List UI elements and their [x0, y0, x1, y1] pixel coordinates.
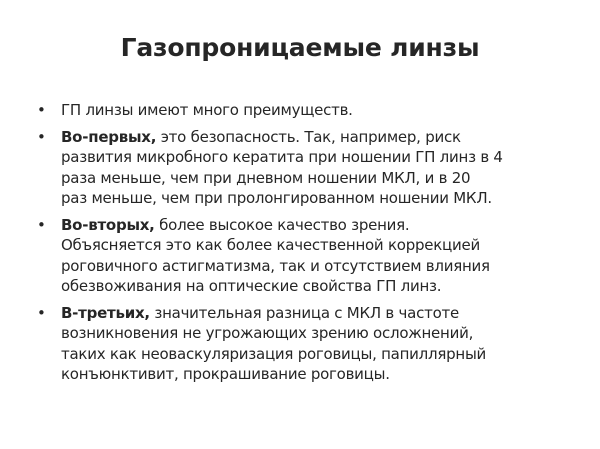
bullet-first-line [61, 127, 582, 148]
bullet-text-line: раз меньше, чем при пролонгированном ношении МКЛ. [61, 189, 492, 207]
bullet-marker: • [37, 215, 46, 234]
bullet-item-3 [37, 215, 582, 297]
bullet-text: это безопасность. Так, например, риск [156, 127, 461, 146]
bullet-text-line: Объясняется это как более качественной коррекцией [61, 236, 480, 254]
bullet-first-line [61, 215, 582, 236]
bullet-first-line [61, 303, 582, 324]
bullet-text-line: возникновения не угрожающих зрению осложнений, [61, 324, 474, 342]
bullet-text-line: развития микробного кератита при ношении ГП линз в 4 [61, 148, 503, 166]
bullet-marker: • [37, 303, 46, 322]
bullet-text-line: ГП линзы имеют много преимуществ. [61, 101, 353, 119]
bullet-text-line: таких как неоваскуляризация роговицы, папиллярный [61, 344, 487, 363]
bullet-text-line: роговичного астигматизма, так и отсутствием влияния [61, 256, 490, 275]
bullet-list [37, 100, 582, 391]
bullet-text-line: обезвоживания на оптические свойства ГП линз. [61, 277, 442, 295]
bullet-lead: Во-первых, [61, 127, 157, 146]
bullet-item-2 [37, 127, 582, 209]
bullet-marker: • [37, 127, 46, 146]
bullet-item-4 [37, 303, 582, 385]
bullet-text-line: конъюнктивит, прокрашивание роговицы. [61, 365, 390, 383]
bullet-lead: Во-вторых, [61, 215, 155, 234]
bullet-lead: В-третьих, [61, 303, 150, 322]
bullet-item-1 [37, 100, 582, 121]
bullet-text: более высокое качество зрения. [154, 215, 410, 234]
bullet-text: значительная разница с МКЛ в частоте [149, 303, 459, 322]
bullet-marker: • [37, 101, 46, 119]
slide-title: Газопроницаемые линзы [120, 33, 480, 62]
bullet-text-line: раза меньше, чем при дневном ношении МКЛ, и в 20 [61, 168, 471, 187]
